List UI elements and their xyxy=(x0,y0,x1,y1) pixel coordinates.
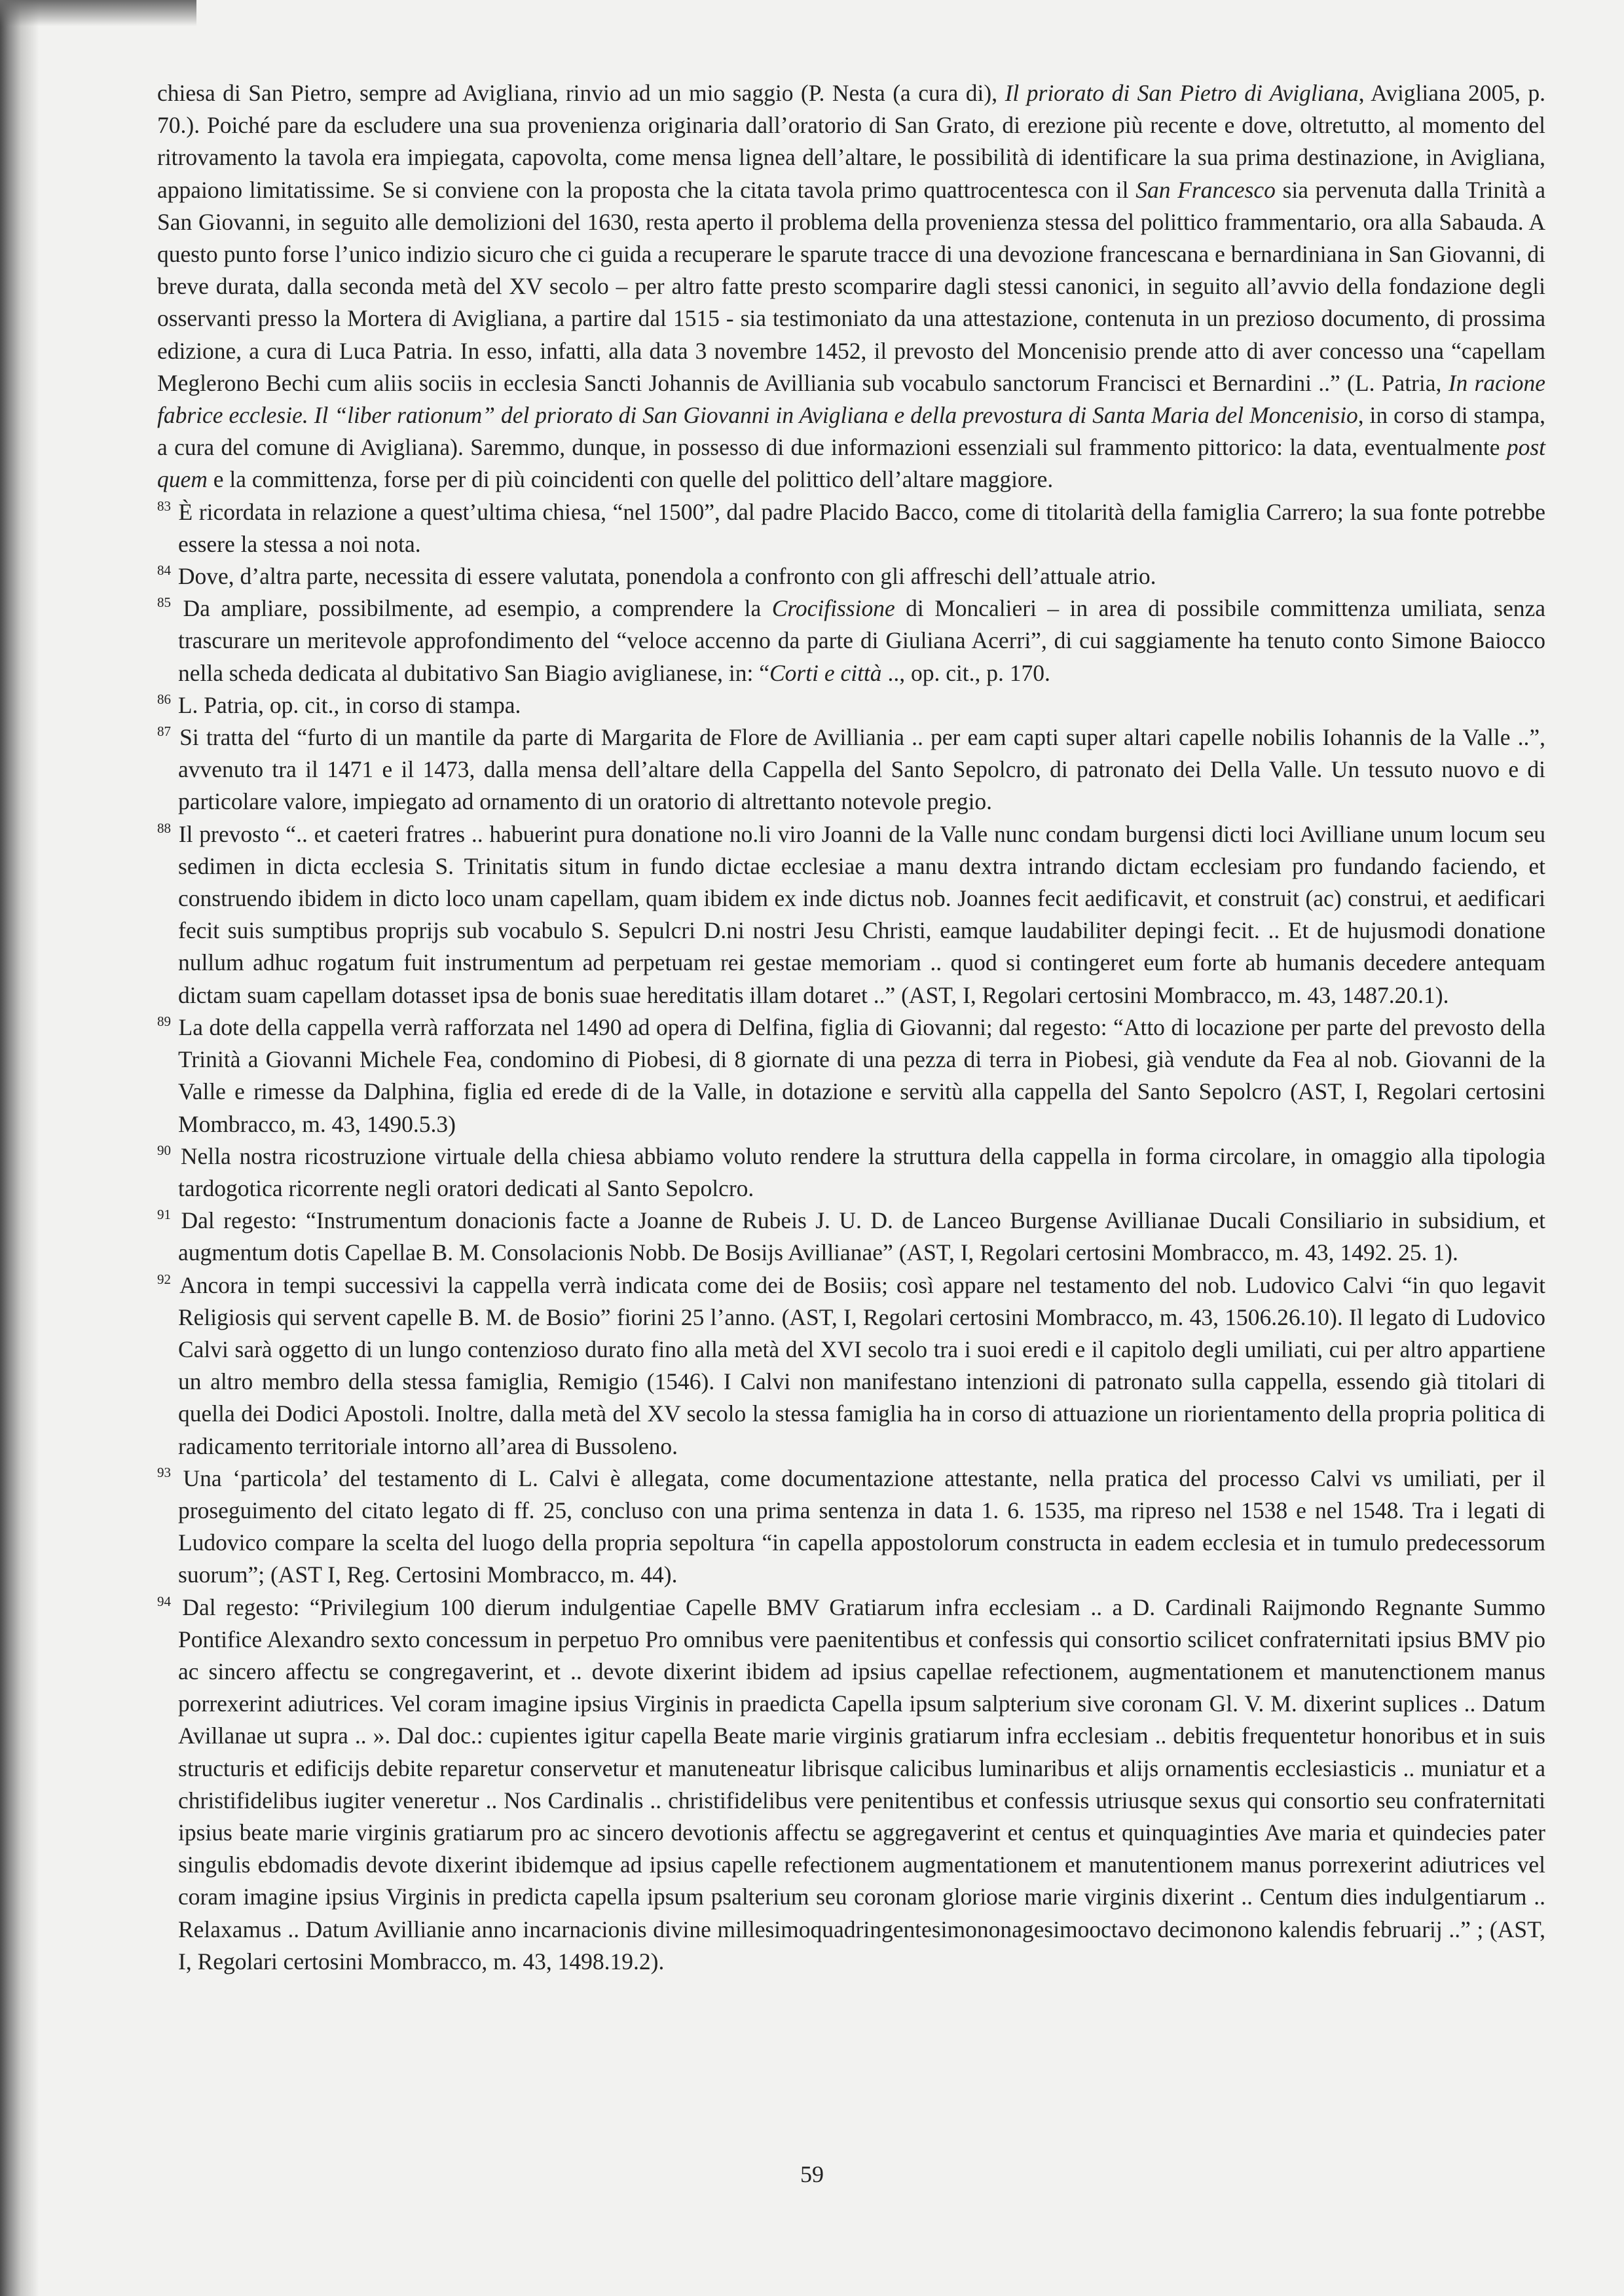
footnote-89: $^{89}$ La dote della cappella verrà rafforzata nel 1490 ad opera di Delfina, figlia di Giovanni; dal regesto: “Atto di locazione per parte del prevosto della Trinità a Giovanni Michele Fea, condomino di Piobesi, di 8 giornate di una pezza di terra in Piobesi, già vendute da Fea al nob. Giovanni de la Valle e rimesse da Dalphina, figlia ed erede di de la Valle, in dotazione e servitù alla cappella del Santo Sepolcro (AST, I, Regolari certosini Mombracco, m. 43, 1490.5.3) xyxy=(157,1013,1546,1137)
scan-edge-shadow xyxy=(0,0,39,2296)
footnote-90: $^{90}$ Nella nostra ricostruzione virtuale della chiesa abbiamo voluto rendere la struttura della cappella in forma circolare, in omaggio alla tipologia tardogotica ricorrente negli oratori dedicati al Santo Sepolcro. xyxy=(157,1142,1545,1201)
footnote-82-continuation: chiesa di San Pietro, sempre ad Avigliana, rinvio ad un mio saggio (P. Nesta (a cura di), Il priorato di San Pietro di Avigliana, Avigliana 2005, p. 70.). Poiché pare da escludere una sua provenienza originaria dall’oratorio di San Grato, di erezione più recente e dove, oltretutto, al momento del ritrovamento la tavola era impiegata, capovolta, come mensa lignea dell’altare, le possibilità di identificare la sua prima destinazione, in Avigliana, appaiono limitatissime. Se si conviene con la proposta che la citata tavola primo quattrocentesca con il San Francesco sia pervenuta dalla Trinità a San Giovanni, in seguito alle demolizioni del 1630, resta aperto il problema della provenienza stessa del polittico frammentario, ora alla Sabauda. A questo punto forse l’unico indizio sicuro che ci guida a recuperare le sparute tracce di una devozione francescana e bernardiniana in San Giovanni, di breve durata, dalla seconda metà del XV secolo – per altro fatte presto scomparire dagli stessi canonici, in seguito all’avvio della fondazione degli osservanti presso la Mortera di Avigliana, a partire dal 1515 - sia testimoniato da una attestazione, contenuta in un prezioso documento, di prossima edizione, a cura di Luca Patria. In esso, infatti, alla data 3 novembre 1452, il prevosto del Moncenisio prende atto di aver concesso una “capellam Meglerono Bechi cum aliis sociis in ecclesia Sancti Johannis de Avilliania sub vocabulo sanctorum Francisci et Bernardini ..” (L. Patria, In racione fabrice ecclesie. Il “liber rationum” del priorato di San Giovanni in Avigliana e della prevostura di Santa Maria del Moncenisio, in corso di stampa, a cura del comune di Avigliana). Saremmo, dunque, in possesso di due informazioni essenziali sul frammento pittorico: la data, eventualmente post quem e la committenza, forse per di più coincidenti con quelle del polittico dell’altare maggiore. xyxy=(157,80,1546,493)
scan-top-shadow xyxy=(0,0,196,33)
footnote-86: $^{86}$ L. Patria, op. cit., in corso di stampa. xyxy=(157,691,521,718)
footnotes-body xyxy=(157,77,1545,1978)
footnote-85: $^{85}$ Da ampliare, possibilmente, ad esempio, a comprendere la Crocifissione di Moncalieri – in area di possibile committenza umiliata, senza trascurare un meritevole approfondimento del “veloce accenno da parte di Giuliana Acerri”, di cui saggiamente ha tenuto conto Simone Baiocco nella scheda dedicata al dubitativo San Biagio aviglianese, in: “Corti e città .., op. cit., p. 170. xyxy=(157,594,1545,686)
footnote-92: $^{92}$ Ancora in tempi successivi la cappella verrà indicata come dei de Bosiis; così appare nel testamento del nob. Ludovico Calvi “in quo legavit Religiosis qui servent capelle B. M. de Bosio” fiorini 25 l’anno. (AST, I, Regolari certosini Mombracco, m. 43, 1506.26.10). Il legato di Ludovico Calvi sarà oggetto di un lungo contenzioso durato fino alla metà del XVI secolo tra i suoi eredi e il capitolo degli umiliati, cui per altro appartiene un altro membro della stessa famiglia, Remigio (1546). I Calvi non manifestano intenzioni di patronato sulla cappella, essendo già titolari di quella dei Dodici Apostoli. Inoltre, dalla metà del XV secolo la stessa famiglia ha in corso di attuazione un riorientamento della propria politica di radicamento territoriale intorno all’area di Bussoleno. xyxy=(157,1271,1546,1459)
page-number: 59 xyxy=(800,2161,824,2187)
footnote-88: $^{88}$ Il prevosto “.. et caeteri fratres .. habuerint pura donatione no.li viro Joanni de la Valle nunc condam burgensi dicti loci Avilliane unum locum seu sedimen in dicta ecclesia S. Trinitatis situm in fundo dictae ecclesiae a manu dextra intrando dictam ecclesiam pro fundando faciendo, et construendo ibidem in dicto loco unam capellam, quam ibidem ex inde dictus nob. Joannes fecit aedificavit, et construit (ac) construi, et aedificari fecit suis sumptibus proprijs sub vocabulo S. Sepulcri D.ni nostri Jesu Christi, eamque laudabiliter depingi fecit. .. Et de hujusmodi donatione nullum adhuc rogatum fuit instrumentum ad perpetuam rei gestae memoriam .. quod si contingeret eum forte ab humanis decedere antequam dictam suam capellam dotasset ipsa de bonis suae hereditatis illam dotaret ..” (AST, I, Regolari certosini Mombracco, m. 43, 1487.20.1). xyxy=(157,820,1546,1008)
footnote-87: $^{87}$ Si tratta del “furto di un mantile da parte di Margarita de Flore de Avilliania .. per eam capti super altari capelle nobilis Iohannis de la Valle ..”, avvenuto tra il 1471 e il 1473, dalla mensa dell’altare della Cappella del Santo Sepolcro, di patronato dei Della Valle. Un tessuto nuovo e di particolare valore, impiegato ad ornamento di un oratorio di altrettanto notevole pregio. xyxy=(157,723,1545,815)
footnote-91: $^{91}$ Dal regesto: “Instrumentum donacionis facte a Joanne de Rubeis J. U. D. de Lanceo Burgense Avillianae Ducali Consiliario in subsidium, et augmentum dotis Capellae B. M. Consolacionis Nobb. De Bosijs Avillianae” (AST, I, Regolari certosini Mombracco, m. 43, 1492. 25. 1). xyxy=(157,1207,1545,1266)
footnote-93: $^{93}$ Una ‘particola’ del testamento di L. Calvi è allegata, come documentazione attestante, nella pratica del processo Calvi vs umiliati, per il proseguimento del citato legato di ff. 25, concluso con una prima sentenza in data 1. 6. 1535, ma ripreso nel 1538 e nel 1548. Tra i legati di Ludovico compare la scelta del luogo della propria sepoltura “in capella appostolorum constructa in eadem ecclesia et in tumulo predecessorum suorum”; (AST I, Reg. Certosini Mombracco, m. 44). xyxy=(157,1464,1545,1588)
footnote-84: $^{84}$ Dove, d’altra parte, necessita di essere valutata, ponendola a confronto con gli affreschi dell’attuale atrio. xyxy=(157,562,1156,590)
footnote-94: $^{94}$ Dal regesto: “Privilegium 100 dierum indulgentiae Capelle BMV Gratiarum infra ecclesiam .. a D. Cardinali Raijmondo Regnante Summo Pontifice Alexandro sexto concessum in perpetuo Pro omnibus vere paenitentibus et confessis qui consortio scilicet confraternitati ipsius BMV pio ac sincero affectu se congregaverint, et .. devote dixerint ibidem ad ipsius capellae refectionem, augmentationem et manutenctionem manus porrexerint adiutrices. Vel coram imagine ipsius Virginis in praedicta Capella ipsum salpterium sive coronam Gl. V. M. dixerint suplices .. Datum Avillanae ut supra .. ». Dal doc.: cupientes igitur capella Beate marie virginis gratiarum infra ecclesiam .. debitis frequentetur honoribus et in suis structuris et edificijs debite reparetur conservetur et manuteneatur librisque calicibus luminaribus et alijs ornamentis ecclesiasticis .. muniatur et a christifidelibus iugiter veneretur .. Nos Cardinalis .. christifidelibus vere penitentibus et confessis utriusque sexus qui consortio seu confraternitati ipsius beate marie virginis gratiarum pro ac sincero devotionis affectu se aggregaverint et centus et quinquaginties Ave maria et quindecies pater singulis ebdomadis devote dixerint ibidemque ad ipsius capelle refectionem augmentationem et manutentionem manus porrexerint adiutrices vel coram imagine ipsius Virginis in predicta capella ipsum psalterium seu coronam gloriose marie virginis dixerint .. Centum dies indulgentiarum .. Relaxamus .. Datum Avillianie anno incarnacionis divine millesimoquadringentesimononagesimooctavo decimonono kalendis februarij ..” ; (AST, I, Regolari certosini Mombracco, m. 43, 1498.19.2). xyxy=(157,1593,1546,1975)
footnote-83: $^{83}$ È ricordata in relazione a quest’ultima chiesa, “nel 1500”, dal padre Placido Bacco, come di titolarità della famiglia Carrero; la sua fonte potrebbe essere la stessa a noi nota. xyxy=(157,498,1545,557)
